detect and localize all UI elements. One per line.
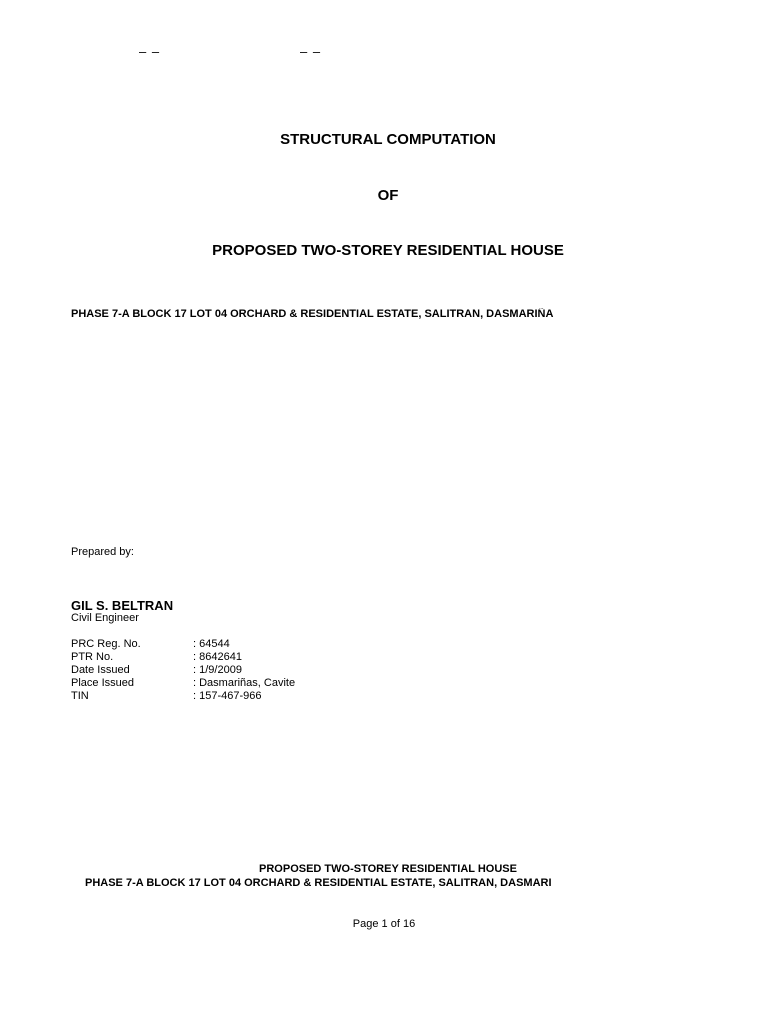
credential-value: : Dasmariñas, Cavite xyxy=(193,677,296,689)
credential-label: PTR No. xyxy=(71,651,114,663)
project-title: PROPOSED TWO-STOREY RESIDENTIAL HOUSE xyxy=(212,242,564,259)
credential-row xyxy=(71,664,295,677)
credential-label: Place Issued xyxy=(71,677,134,689)
credential-label: Date Issued xyxy=(71,664,130,676)
credential-label: PRC Reg. No. xyxy=(71,638,141,650)
engineer-profession: Civil Engineer xyxy=(71,612,139,624)
credential-row xyxy=(71,690,295,703)
page-number: Page 1 of 16 xyxy=(352,918,416,930)
project-address: PHASE 7-A BLOCK 17 LOT 04 ORCHARD & RESIDENTIAL ESTATE, SALITRAN, DASMARIÑA xyxy=(71,308,554,320)
document-title-of: OF xyxy=(377,187,399,204)
credentials-table xyxy=(71,638,295,703)
header-mark-left: – – xyxy=(139,44,161,59)
engineer-name: GIL S. BELTRAN xyxy=(71,598,174,613)
credential-value: : 1/9/2009 xyxy=(193,664,242,676)
credential-label: TIN xyxy=(71,690,89,702)
credential-row xyxy=(71,651,295,664)
document-title: STRUCTURAL COMPUTATION xyxy=(280,131,496,148)
credential-value: : 64544 xyxy=(193,638,230,650)
credential-row xyxy=(71,638,295,651)
prepared-by-label: Prepared by: xyxy=(71,546,134,558)
credential-value: : 8642641 xyxy=(193,651,242,663)
header-mark-right: – – xyxy=(300,44,322,59)
footer-project-address: PHASE 7-A BLOCK 17 LOT 04 ORCHARD & RESIDENTIAL ESTATE, SALITRAN, DASMARI xyxy=(85,877,552,889)
credential-row xyxy=(71,677,295,690)
footer-project-title: PROPOSED TWO-STOREY RESIDENTIAL HOUSE xyxy=(259,863,517,875)
credential-value: : 157-467-966 xyxy=(193,690,262,702)
